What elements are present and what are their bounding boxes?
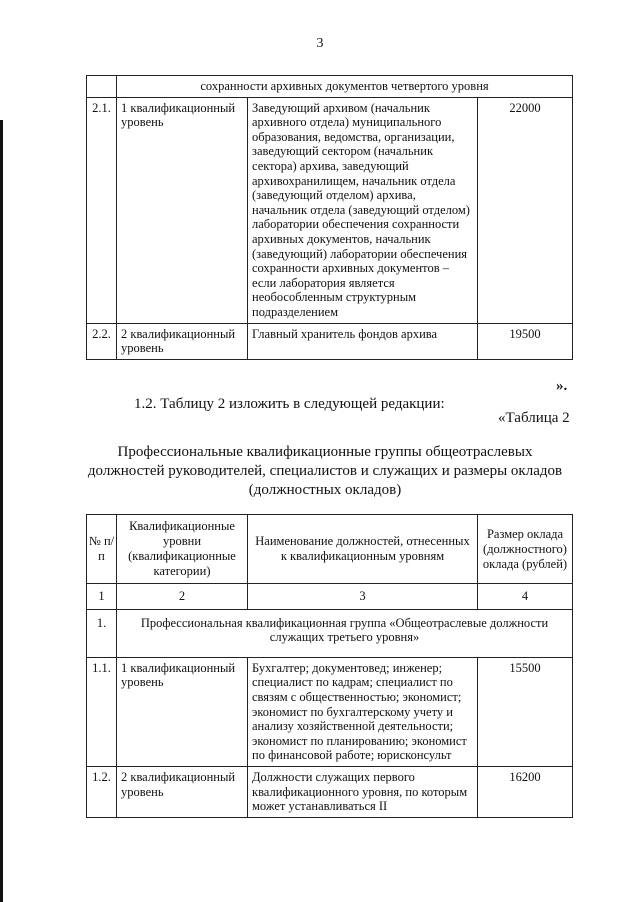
row-number: 1.2. xyxy=(87,766,117,817)
qualification-level: 2 квалификационный уровень xyxy=(117,323,248,359)
group-row xyxy=(87,76,573,98)
position-names: Заведующий архивом (начальник архивного отдела) муниципального образования, ведомства, организации, заведующий сектором (начальник сектора) архива, заведующий архивохранилищем, начальник отдела (заведующий отделом) архива, начальник отдела (заведующий отделом) лаборатории обеспечения сохранности архивных документов, начальник (заведующий) лаборатории обеспечения сохранности архивных документов – если лаборатория является необособленным структурным подразделением xyxy=(248,97,478,323)
section-paragraph: 1.2. Таблицу 2 изложить в следующей редакции: xyxy=(134,396,445,412)
salary-value: 22000 xyxy=(478,97,573,323)
row-number: 2.1. xyxy=(87,97,117,323)
table-label: «Таблица 2 xyxy=(498,410,570,426)
salary-table-continued xyxy=(86,75,573,360)
group-number: 1. xyxy=(87,609,117,657)
group-title: Профессиональная квалификационная группа «Общеотраслевые должности служащих третьего уровня» xyxy=(117,609,573,657)
header-positions: Наименование должностей, отнесенных к квалификационным уровням xyxy=(248,515,478,584)
column-number: 1 xyxy=(87,584,117,610)
row-number: 2.2. xyxy=(87,323,117,359)
position-names: Должности служащих первого квалификационного уровня, по которым может устанавливаться II xyxy=(248,766,478,817)
salary-value: 16200 xyxy=(478,766,573,817)
salary-value: 15500 xyxy=(478,657,573,766)
table-heading: Профессиональные квалификационные группы общеотраслевых должностей руководителей, специалистов и служащих и размеры окладов (должностных окладов) xyxy=(87,444,563,498)
qualification-level: 1 квалификационный уровень xyxy=(117,657,248,766)
header-row xyxy=(87,515,573,584)
table-row xyxy=(87,766,573,817)
salary-table-2 xyxy=(86,514,573,818)
salary-value: 19500 xyxy=(478,323,573,359)
table-row xyxy=(87,97,573,323)
closing-quote: ». xyxy=(556,378,568,394)
qualification-level: 2 квалификационный уровень xyxy=(117,766,248,817)
table-row xyxy=(87,323,573,359)
header-salary: Размер оклада (должностного) оклада (рублей) xyxy=(478,515,573,584)
table-row xyxy=(87,657,573,766)
scan-edge-line xyxy=(0,120,3,902)
position-names: Главный хранитель фондов архива xyxy=(248,323,478,359)
group-row xyxy=(87,609,573,657)
column-number: 4 xyxy=(478,584,573,610)
header-level: Квалификационные уровни (квалификационные категории) xyxy=(117,515,248,584)
column-number-row xyxy=(87,584,573,610)
column-number: 3 xyxy=(248,584,478,610)
qualification-level: 1 квалификационный уровень xyxy=(117,97,248,323)
header-num: № п/п xyxy=(87,515,117,584)
group-title: сохранности архивных документов четвертого уровня xyxy=(117,76,573,98)
row-number: 1.1. xyxy=(87,657,117,766)
page-number: 3 xyxy=(316,36,324,51)
position-names: Бухгалтер; документовед; инженер; специалист по кадрам; специалист по связям с общественностью; экономист; экономист по бухгалтерскому учету и анализу хозяйственной деятельности; экономист по планированию; экономист по финансовой работе; юрисконсульт xyxy=(248,657,478,766)
column-number: 2 xyxy=(117,584,248,610)
